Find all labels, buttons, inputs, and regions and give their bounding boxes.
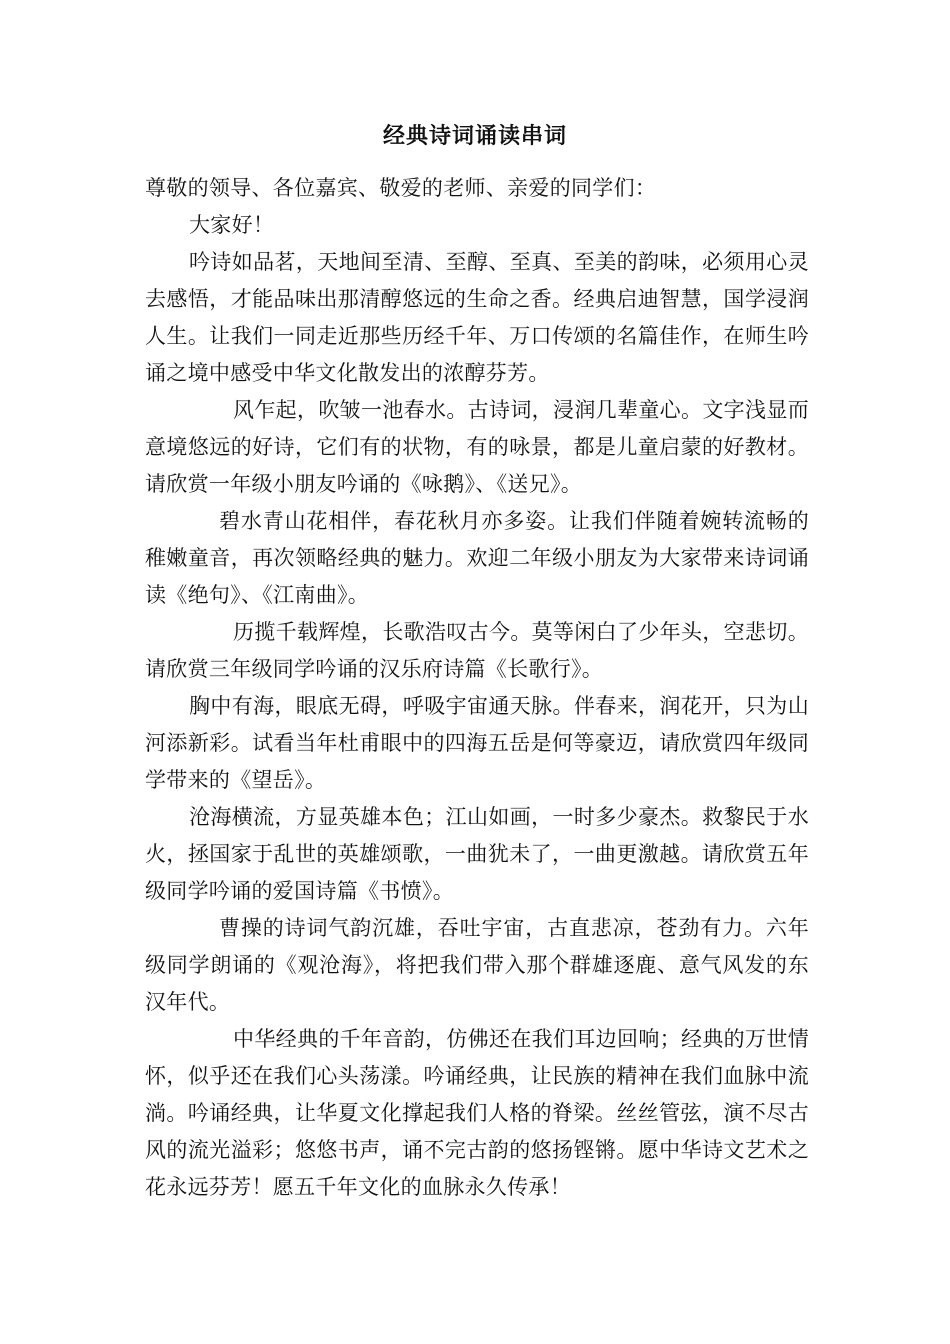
paragraph-grade-3: 历揽千载辉煌，长歌浩叹古今。莫等闲白了少年头，空悲切。请欣赏三年级同学吟诵的汉乐府诗篇《长歌行》。 xyxy=(145,620,809,681)
greeting: 大家好！ xyxy=(189,213,275,237)
document-body xyxy=(145,170,809,1206)
paragraph-grade-4: 胸中有海，眼底无碍，呼吸宇宙通天脉。伴春来，润花开，只为山河添新彩。试看当年杜甫眼中的四海五岳是何等豪迈，请欣赏四年级同学带来的《望岳》。 xyxy=(145,694,809,792)
paragraph-grade-2: 碧水青山花相伴，春花秋月亦多姿。让我们伴随着婉转流畅的稚嫩童音，再次领略经典的魅力。欢迎二年级小朋友为大家带来诗词诵读《绝句》、《江南曲》。 xyxy=(145,509,809,607)
paragraph-grade-5: 沧海横流，方显英雄本色；江山如画，一时多少豪杰。救黎民于水火，拯国家于乱世的英雄颂歌，一曲犹未了，一曲更激越。请欣赏五年级同学吟诵的爱国诗篇《书愤》。 xyxy=(145,805,809,903)
salutation: 尊敬的领导、各位嘉宾、敬爱的老师、亲爱的同学们： xyxy=(145,176,657,200)
paragraph-grade-6: 曹操的诗词气韵沉雄，吞吐宇宙，古直悲凉，苍劲有力。六年级同学朗诵的《观沧海》，将把我们带入那个群雄逐鹿、意气风发的东汉年代。 xyxy=(145,916,809,1014)
paragraph-intro: 吟诗如品茗，天地间至清、至醇、至真、至美的韵味，必须用心灵去感悟，才能品味出那清醇悠远的生命之香。经典启迪智慧，国学浸润人生。让我们一同走近那些历经千年、万口传颂的名篇佳作，在师生吟诵之境中感受中华文化散发出的浓醇芬芳。 xyxy=(145,250,809,385)
paragraph-closing: 中华经典的千年音韵，仿佛还在我们耳边回响；经典的万世情怀，似乎还在我们心头荡漾。吟诵经典，让民族的精神在我们血脉中流淌。吟诵经典，让华夏文化撑起我们人格的脊梁。丝丝管弦，演不尽古风的流光溢彩；悠悠书声，诵不完古韵的悠扬铿锵。愿中华诗文艺术之花永远芬芳！愿五千年文化的血脉永久传承！ xyxy=(145,1027,809,1199)
document-title: 经典诗词诵读串词 xyxy=(382,123,567,149)
paragraph-grade-1: 风乍起，吹皱一池春水。古诗词，浸润几辈童心。文字浅显而意境悠远的好诗，它们有的状物，有的咏景，都是儿童启蒙的好教材。请欣赏一年级小朋友吟诵的《咏鹅》、《送兄》。 xyxy=(145,398,809,496)
